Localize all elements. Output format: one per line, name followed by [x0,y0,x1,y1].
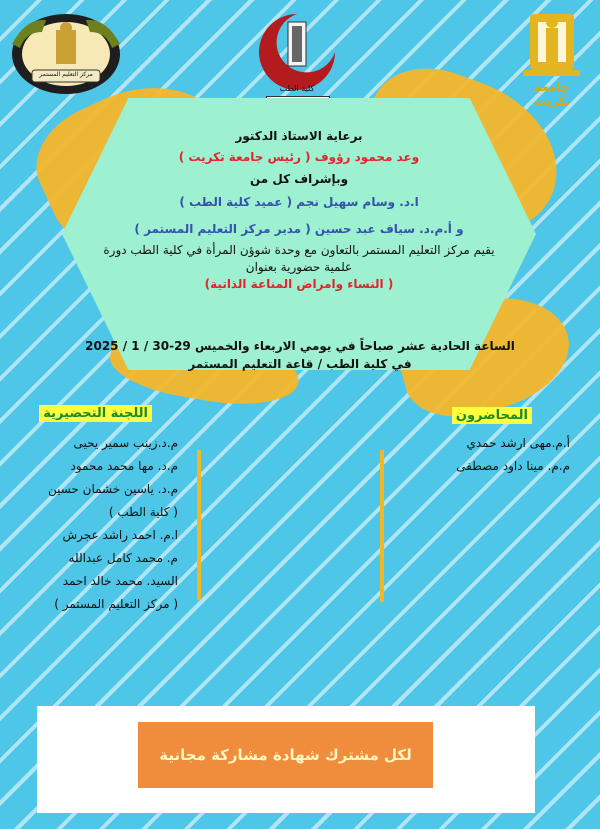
logo-caption: كلية الطب [279,84,315,93]
certificate-banner: لكل مشترك شهادة مشاركة مجانية [138,722,433,788]
committee-item: م. محمد كامل عبدالله [68,551,178,565]
supervision-line: وبإشراف كل من [249,172,349,186]
committee-list [0,432,178,616]
logo-caption: جامعة تكريت [533,80,571,108]
lecturer-item: أ.م.مهى ارشد حمدي [466,436,570,450]
committee-item: م.د.زينب سمير يحيى [73,436,178,450]
committee-item: ( مركز التعليم المستمر ) [54,597,178,611]
continuing-education-center-logo [6,8,126,98]
intro-line: يقيم مركز التعليم المستمر بالتعاون مع وحدة شوؤن المرأة في كلية الطب دورة [103,243,495,257]
lecturers-list [370,432,570,478]
committee-item: ( كلية الطب ) [108,505,178,519]
patron-line: برعاية الاستاذ الدكتور [235,129,363,143]
lecturer-item: م.م. مينا داود مصطفى [456,459,570,473]
committee-heading: اللجنة التحضيرية [39,405,152,422]
supervisor-director: و أ.م.د. سياف عبد حسين ( مدير مركز التعليم المستمر ) [134,222,464,236]
committee-item: م.د. ياسين خشمان حسين [47,482,178,496]
hexagon-content [62,98,536,293]
divider-bar [380,450,384,602]
supervisor-dean: ا.د. وسام سهيل نجم ( عميد كلية الطب ) [179,195,419,209]
intro-line: علمية حضورية بعنوان [245,260,353,274]
lecturers-heading: المحاضرون [452,407,532,424]
event-time: الساعة الحادية عشر صباحاً في يومي الاربعاء والخميس 29-30 / 1 / 2025 [85,339,515,353]
course-title: ( النساء وامراض المناعة الذاتية) [204,277,394,291]
committee-item: م.د. مها محمد محمود [70,459,178,473]
divider-bar [197,450,201,600]
tikrit-university-logo [516,8,588,108]
college-of-medicine-logo [252,8,342,108]
committee-item: ا.م. احمد راشد عجرش [62,528,178,542]
logo-caption: مركز التعليم المستمر [39,71,93,78]
committee-item: السيد. محمد خالد احمد [62,574,178,588]
patron-name: وعد محمود رؤوف ( رئيس جامعة تكريت ) [178,150,420,164]
event-venue: في كلية الطب / قاعة التعليم المستمر [188,357,412,371]
